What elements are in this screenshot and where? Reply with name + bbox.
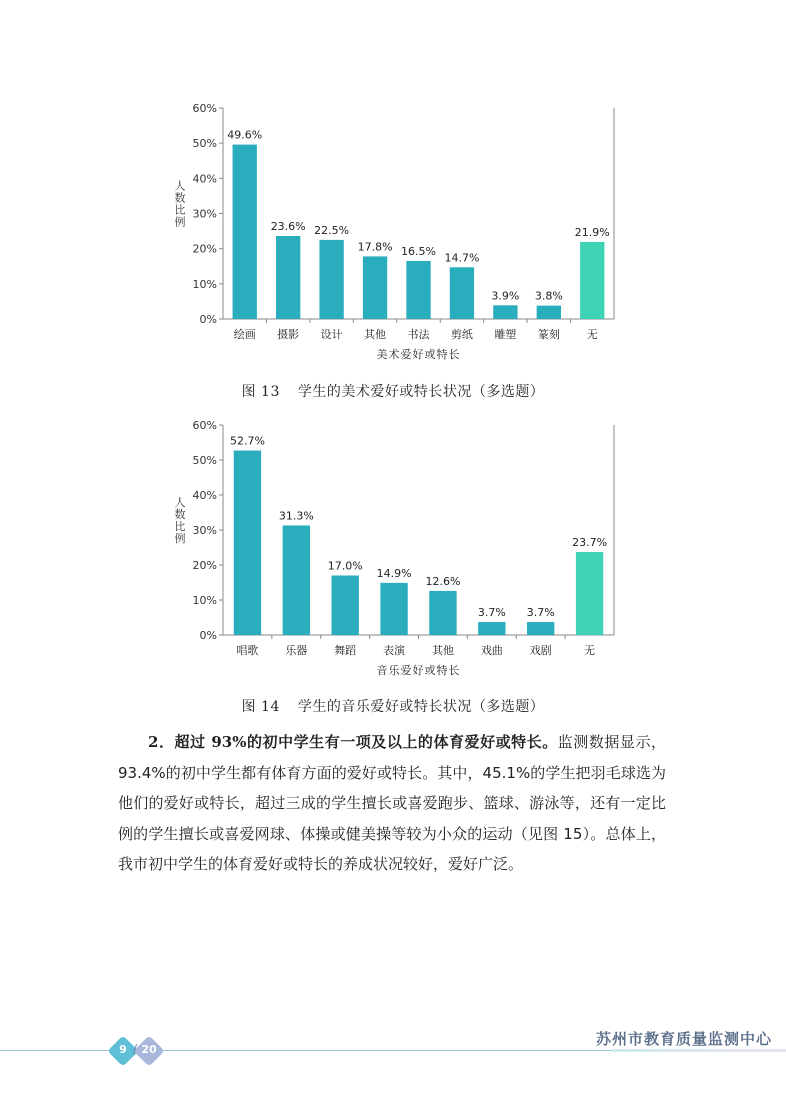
x-axis-title: 音乐爱好或特长 <box>376 664 461 677</box>
x-tick-label-设计: 设计 <box>320 328 343 341</box>
y-tick-label: 40% <box>192 172 217 186</box>
y-axis-label-char: 数 <box>174 508 186 521</box>
y-tick-label: 10% <box>192 277 217 291</box>
bar-剪纸 <box>450 267 474 319</box>
current-page-number: 9 <box>119 1043 127 1056</box>
data-label-篆刻: 3.8% <box>534 289 563 303</box>
y-axis-label-char: 例 <box>174 215 186 229</box>
x-tick-label-雕塑: 雕塑 <box>494 328 517 341</box>
y-axis-label-char: 例 <box>174 532 186 545</box>
data-label-舞蹈: 17.0% <box>327 559 363 573</box>
footer-accent-bar <box>612 1049 786 1052</box>
data-label-无: 23.7% <box>572 536 608 550</box>
y-tick-label: 20% <box>192 559 217 572</box>
data-label-雕塑: 3.9% <box>491 289 520 303</box>
bar-书法 <box>406 261 430 319</box>
bar-无 <box>580 242 604 319</box>
x-tick-label-书法: 书法 <box>407 328 430 341</box>
x-tick-label-舞蹈: 舞蹈 <box>334 644 357 657</box>
y-tick-label: 50% <box>192 454 217 467</box>
x-tick-label-无: 无 <box>584 644 596 657</box>
data-label-其他: 12.6% <box>425 574 461 588</box>
x-tick-label-剪纸: 剪纸 <box>450 328 473 341</box>
total-pages-number: 20 <box>141 1043 157 1056</box>
y-axis-label-char: 比 <box>174 520 186 533</box>
data-label-戏剧: 3.7% <box>526 606 555 620</box>
data-label-摄影: 23.6% <box>270 220 306 234</box>
bar-唱歌 <box>234 451 261 635</box>
x-tick-label-戏曲: 戏曲 <box>480 644 503 657</box>
data-label-戏曲: 3.7% <box>477 606 506 620</box>
paragraph-body-text: 监测数据显示，93.4%的初中学生都有体育方面的爱好或特长。其中，45.1%的学生把羽毛球选为他们的爱好或特长，超过三成的学生擅长或喜爱跑步、篮球、游泳等，还有一定比例的学生擅长或喜爱网球、体操或健美操等较为小众的运动（见图 15）。总体上，我市初中学生的体育爱好或特长的养成状况较好，爱好广泛。 <box>118 733 666 873</box>
x-tick-label-乐器: 乐器 <box>285 644 308 657</box>
figure-13-number: 图 13 <box>241 384 280 400</box>
y-tick-label: 50% <box>192 137 217 151</box>
organization-name: 苏州市教育质量监测中心 <box>595 1030 772 1048</box>
page-separator: / <box>133 1042 138 1056</box>
y-axis-label-char: 人 <box>174 179 186 193</box>
x-tick-label-唱歌: 唱歌 <box>236 644 259 657</box>
bar-篆刻 <box>537 306 561 319</box>
y-axis-label-char: 数 <box>174 191 186 205</box>
x-tick-label-其他: 其他 <box>431 644 454 657</box>
bar-乐器 <box>283 525 310 635</box>
bar-戏剧 <box>527 622 554 635</box>
x-tick-label-绘画: 绘画 <box>233 328 256 341</box>
data-label-其他: 17.8% <box>357 240 393 254</box>
y-tick-label: 0% <box>199 629 217 642</box>
bar-其他 <box>363 256 387 319</box>
y-tick-label: 60% <box>192 419 217 432</box>
bar-表演 <box>380 583 407 635</box>
bar-设计 <box>319 240 343 319</box>
data-label-乐器: 31.3% <box>278 509 314 523</box>
bar-绘画 <box>233 145 257 319</box>
y-tick-label: 0% <box>199 313 217 326</box>
data-label-绘画: 49.6% <box>227 128 263 142</box>
art-hobby-bar-chart-svg <box>0 95 786 370</box>
y-tick-label: 30% <box>192 524 217 537</box>
y-tick-label: 40% <box>192 489 217 502</box>
bar-无 <box>576 552 603 635</box>
figure-14-title: 学生的音乐爱好或特长状况（多选题） <box>297 699 545 715</box>
x-tick-label-无: 无 <box>586 328 598 341</box>
data-label-表演: 14.9% <box>376 566 412 580</box>
x-tick-label-表演: 表演 <box>383 644 406 657</box>
figure-13-caption <box>0 381 786 401</box>
y-tick-label: 10% <box>192 594 217 607</box>
data-label-无: 21.9% <box>574 225 610 239</box>
x-tick-label-其他: 其他 <box>364 328 387 341</box>
bar-舞蹈 <box>332 576 359 636</box>
y-tick-label: 30% <box>192 207 217 221</box>
figure-13-title: 学生的美术爱好或特长状况（多选题） <box>297 384 545 400</box>
x-tick-label-篆刻: 篆刻 <box>537 328 560 341</box>
y-tick-label: 60% <box>192 102 217 115</box>
bar-摄影 <box>276 236 300 319</box>
x-axis-title: 美术爱好或特长 <box>376 348 461 361</box>
bar-其他 <box>429 591 456 635</box>
music-hobby-bar-chart-svg <box>0 415 786 685</box>
x-tick-label-摄影: 摄影 <box>277 328 300 341</box>
y-axis-label-char: 人 <box>174 496 186 509</box>
x-tick-label-戏剧: 戏剧 <box>529 644 552 657</box>
y-axis-label-char: 比 <box>174 203 186 217</box>
bar-雕塑 <box>493 305 517 319</box>
data-label-设计: 22.5% <box>314 223 350 237</box>
data-label-剪纸: 14.7% <box>444 251 480 265</box>
data-label-书法: 16.5% <box>401 244 436 258</box>
figure-14-number: 图 14 <box>241 699 280 715</box>
body-paragraph <box>118 727 666 880</box>
art-hobby-chart <box>0 95 786 370</box>
data-label-唱歌: 52.7% <box>229 434 265 448</box>
bar-戏曲 <box>478 622 505 635</box>
figure-14-caption <box>0 696 786 716</box>
y-tick-label: 20% <box>192 242 217 256</box>
music-hobby-chart <box>0 415 786 685</box>
paragraph-lead-heading: 2．超过 93%的初中学生有一项及以上的体育爱好或特长。 <box>148 733 558 751</box>
